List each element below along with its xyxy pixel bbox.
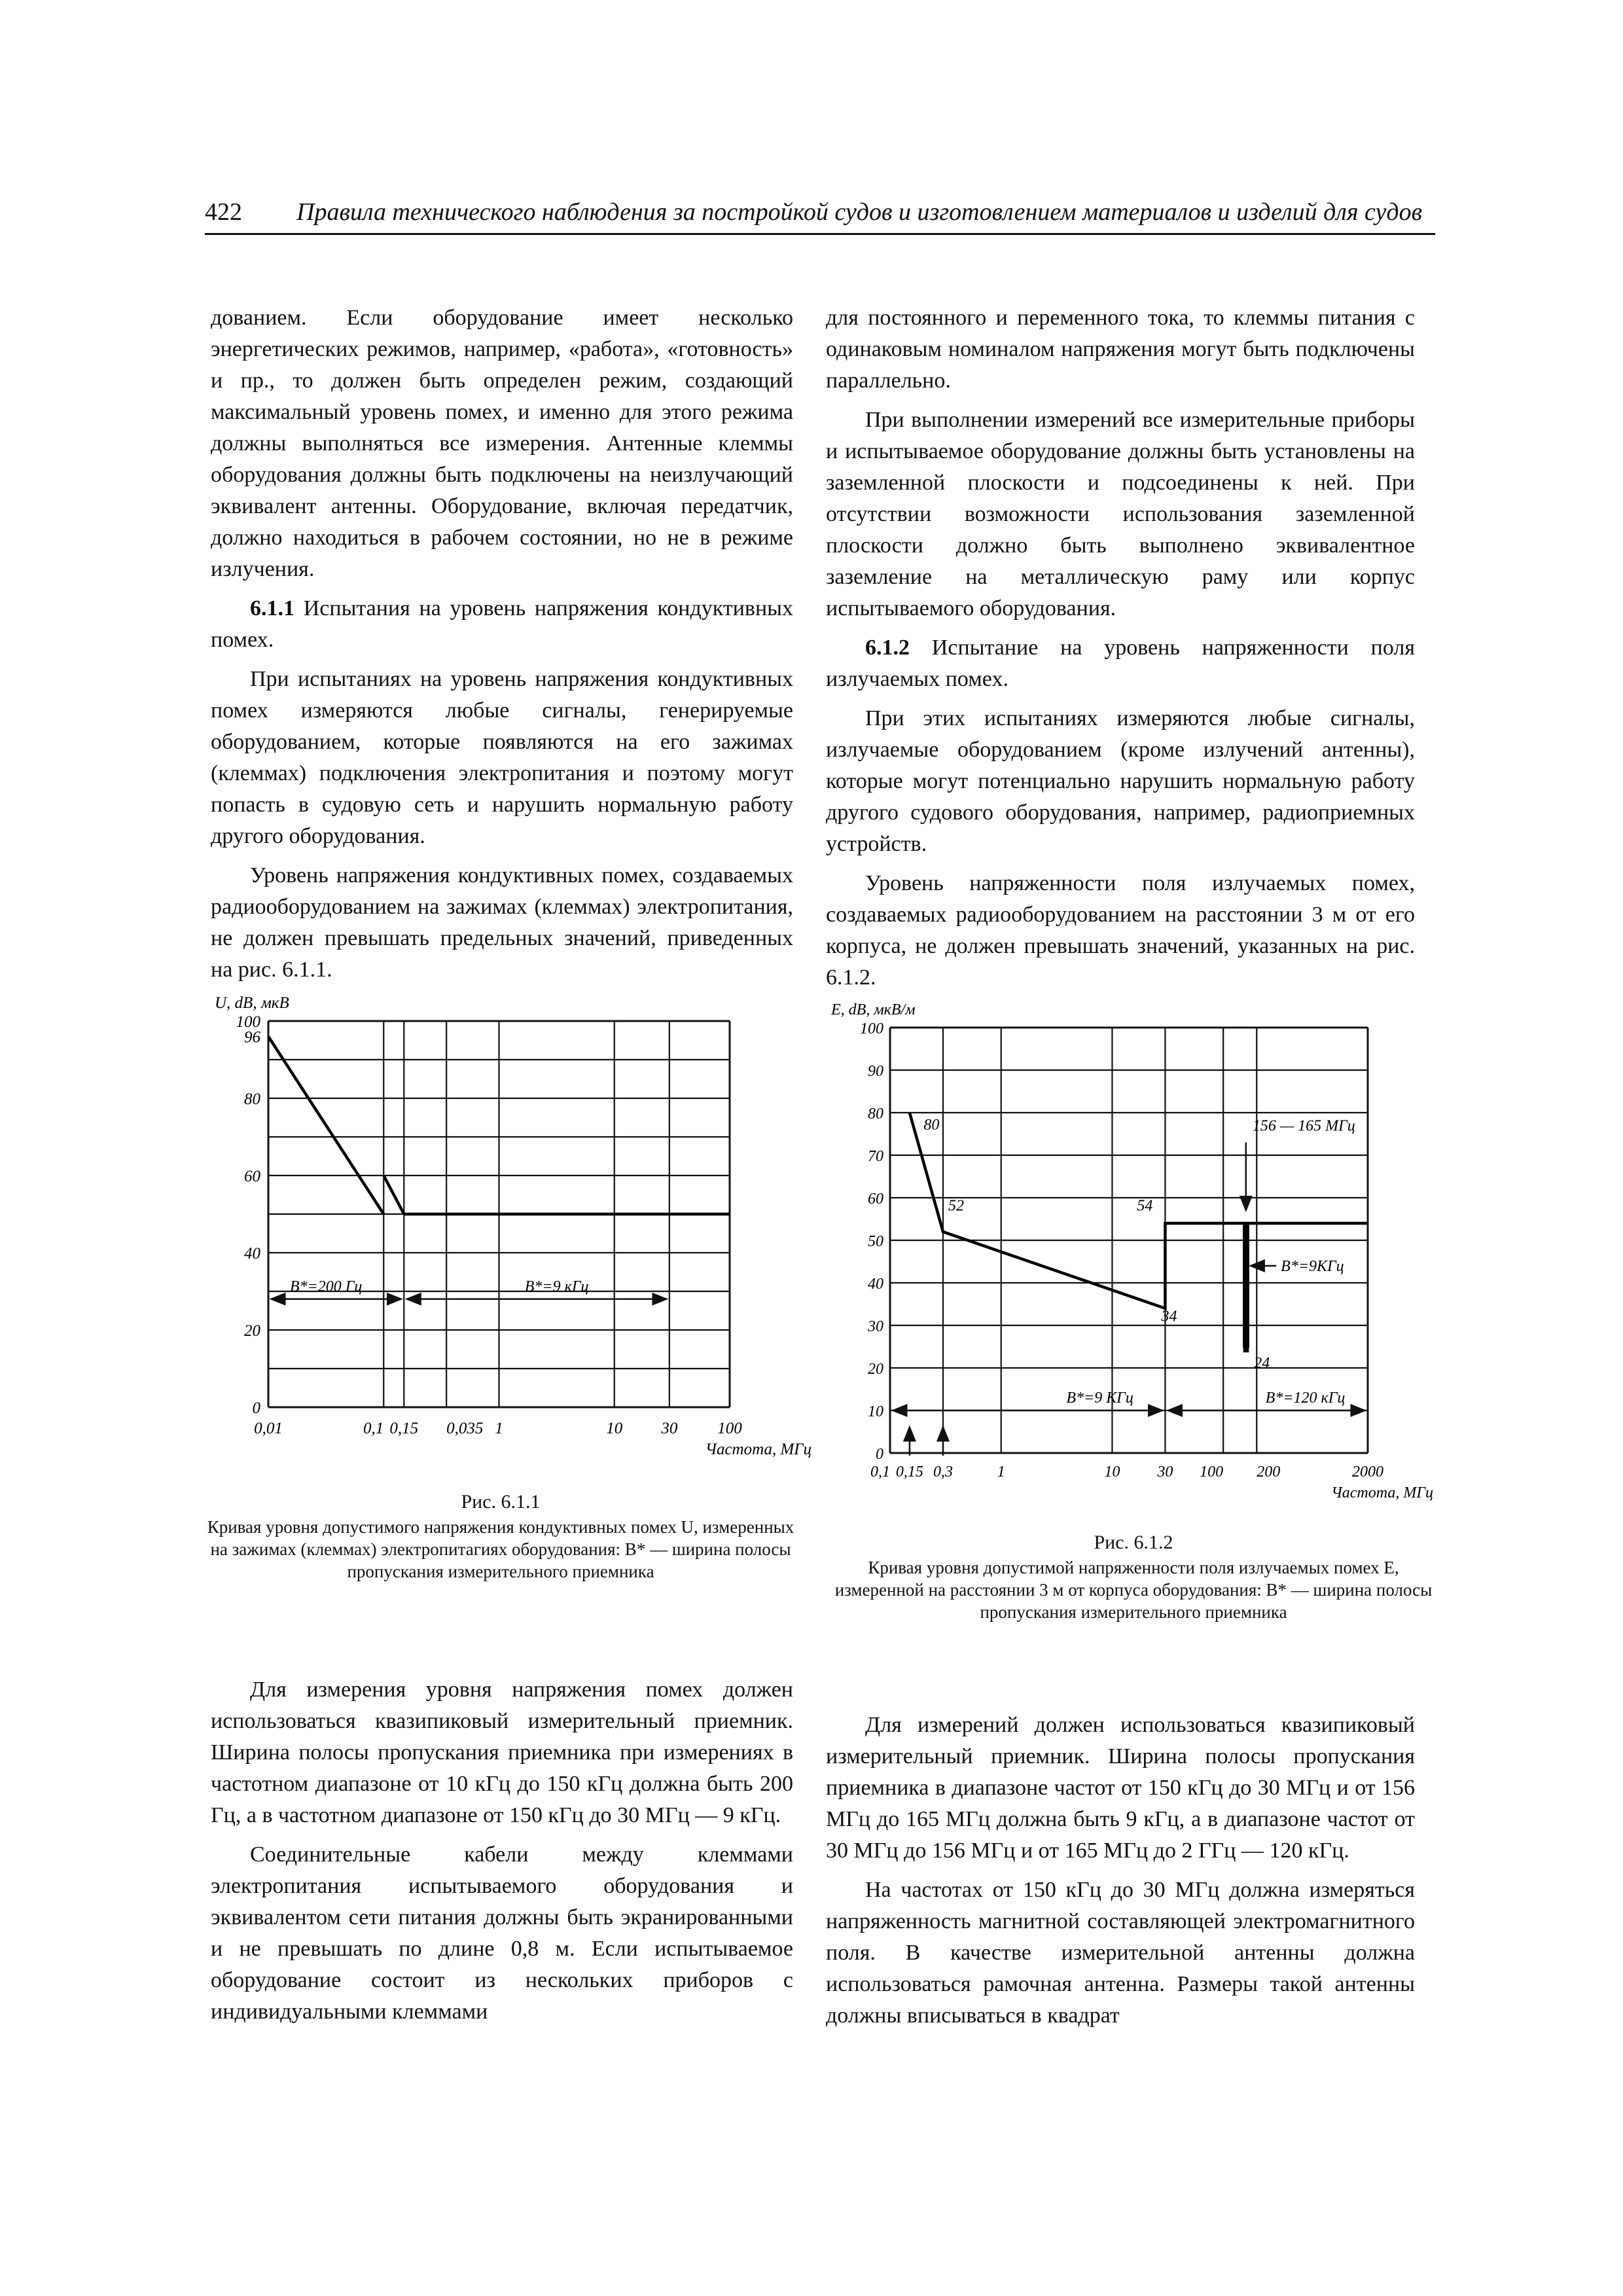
x-tick-label: 100: [717, 1420, 742, 1437]
paragraph-text: для постоянного и переменного тока, то клеммы питания с одинаковым номиналом напряжения могут быть подключены параллельно.: [826, 306, 1415, 393]
x-tick-label: 10: [606, 1420, 623, 1437]
limit-curve-segment: [383, 1175, 404, 1214]
paragraph-text: Для измерения уровня напряжения помех должен использоваться квазипиковый измерительный приемник. Ширина полосы пропускания приемника при измерениях в частотном диапазоне от 10 кГц до 150 кГц должна быть 200 Гц, а в частотном диапазоне от 150 кГц до 30 МГц — 9 кГц.: [211, 1677, 793, 1827]
paragraph-text: дованием. Если оборудование имеет несколько энергетических режимов, например, «работа», «готовность» и пр., то должен быть определен режим, создающий максимальный уровень помех, и именно для этого режима должны выполняться все измерения. Антенные клеммы оборудования должны быть подключены на неизлучающий эквивалент антенны. Оборудование, включая передатчик, должно находиться в рабочем состоянии, но не в режиме излучения.: [211, 306, 793, 581]
x-tick-label: 100: [1200, 1463, 1224, 1480]
y-tick-label: 0: [876, 1446, 883, 1463]
figure-number: Рис. 6.1.1: [461, 1491, 541, 1513]
caption-text: Кривая уровня допустимого напряжения кондуктивных помех U, измеренных на зажимах (клеммах) электропитагиях оборудования: B* — ширина полосы пропускания измерительного приемника: [207, 1517, 794, 1581]
band-label: B*=9 КГц: [1066, 1390, 1133, 1407]
x-tick-label: 0,15: [895, 1463, 923, 1480]
y-tick-label: 30: [868, 1318, 883, 1335]
figure-number: Рис. 6.1.2: [1094, 1532, 1173, 1553]
x-tick-label: 0,035: [446, 1420, 484, 1437]
x-tick-label: 0,3: [933, 1463, 953, 1480]
paragraph: [826, 703, 1415, 860]
figure-6-1-2: [831, 1001, 1433, 1538]
band-label: B*=9 кГц: [524, 1278, 589, 1295]
paragraph-text: При этих испытаниях измеряются любые сигналы, излучаемые оборудованием (кроме излучений антенны), которые могут потенциально нарушить нормальную работу другого судового оборудования, например, радиоприемных устройств.: [826, 706, 1415, 856]
paragraph: [211, 1674, 793, 1831]
y-tick-label: 80: [244, 1090, 260, 1108]
point-label: 54: [1137, 1197, 1153, 1215]
right-column-bottom: [826, 1710, 1415, 2039]
caption-text: Кривая уровня допустимой напряженности поля излучаемых помех E, измеренной на расстоянии 3 м от корпуса оборудования: B* — ширина полосы пропускания измерительного приемника: [834, 1558, 1433, 1622]
point-label: 52: [948, 1197, 964, 1215]
y-tick-label: 50: [868, 1233, 883, 1250]
paragraph-text: Уровень напряженности поля излучаемых помех, создаваемых радиооборудованием на расстоянии 3 м от его корпуса, не должен превышать значений, указанных на рис. 6.1.2.: [826, 871, 1415, 990]
x-tick-label: 200: [1257, 1463, 1281, 1480]
page-number: 422: [205, 198, 242, 226]
x-tick-label: 10: [1104, 1463, 1120, 1480]
figure-6-1-1: [196, 982, 812, 1479]
paragraph-text: Испытания на уровень напряжения кондуктивных помех.: [211, 596, 793, 652]
x-tick-label: 30: [1157, 1463, 1173, 1480]
paragraph: [826, 1874, 1415, 2032]
y-tick-label: 90: [868, 1063, 883, 1080]
annotation-label: 156 — 165 МГц: [1252, 1117, 1355, 1135]
section-number: 6.1.2: [865, 636, 910, 660]
left-column-bottom: [211, 1674, 793, 2036]
x-axis-label: Частота, МГц: [1331, 1484, 1433, 1501]
x-axis-label: Частота, МГц: [705, 1441, 812, 1458]
paragraph: [211, 1839, 793, 2028]
paragraph: [826, 1710, 1415, 1867]
figure-6-1-2-caption: [826, 1532, 1441, 1623]
limit-curve: [910, 1113, 1368, 1351]
y-tick-label: 100: [236, 1013, 260, 1031]
x-tick-label: 0,1: [363, 1420, 384, 1437]
paragraph: [826, 632, 1415, 695]
paragraph-text: При испытаниях на уровень напряжения кондуктивных помех измеряются любые сигналы, генерируемые оборудованием, которые появляются на его зажимах (клеммах) подключения электропитания и поэтому могут попасть в судовую сеть и нарушить нормальную работу другого оборудования.: [211, 667, 793, 848]
figure-6-1-1-caption: [200, 1491, 802, 1583]
paragraph: [211, 302, 793, 585]
x-tick-label: 30: [661, 1420, 678, 1437]
y-tick-label: 70: [868, 1148, 883, 1165]
header-rule: [205, 233, 1435, 235]
x-tick-label: 2000: [1352, 1463, 1383, 1480]
y-tick-label: 96: [244, 1028, 260, 1047]
paragraph-text: Для измерений должен использоваться квазипиковый измерительный приемник. Ширина полосы пропускания приемника в диапазоне частот от 150 кГц до 30 МГц и от 156 МГц до 165 МГц должна быть 9 кГц, а в диапазоне частот от 30 МГц до 156 МГц и от 165 МГц до 2 ГГц — 120 кГц.: [826, 1713, 1415, 1863]
limit-curve-segment: [268, 1037, 383, 1214]
y-axis-label: U, dB, мкВ: [215, 994, 289, 1012]
left-column-top: [211, 302, 793, 994]
band-label: B*=9КГц: [1281, 1258, 1344, 1275]
paragraph-text: Испытание на уровень напряженности поля излучаемых помех.: [826, 636, 1415, 691]
y-tick-label: 60: [868, 1191, 883, 1208]
right-column-top: [826, 302, 1415, 1001]
section-number: 6.1.1: [250, 596, 294, 620]
y-axis-label: E, dB, мкВ/м: [831, 1001, 916, 1018]
y-tick-label: 20: [244, 1322, 260, 1340]
band-label: B*=120 кГц: [1265, 1390, 1346, 1407]
paragraph-text: Уровень напряжения кондуктивных помех, создаваемых радиооборудованием на зажимах (клеммах) электропитания, не должен превышать предельных значений, приведенных на рис. 6.1.1.: [211, 863, 793, 982]
point-label: 34: [1161, 1308, 1177, 1325]
y-tick-label: 20: [868, 1361, 883, 1378]
y-tick-label: 60: [244, 1168, 260, 1185]
paragraph: [826, 302, 1415, 397]
point-label: 24: [1254, 1355, 1270, 1372]
band-label: B*=200 Гц: [289, 1278, 363, 1295]
y-tick-label: 10: [868, 1403, 883, 1420]
x-tick-label: 1: [997, 1463, 1005, 1480]
y-tick-label: 0: [252, 1399, 260, 1417]
paragraph-text: На частотах от 150 кГц до 30 МГц должна измеряться напряженность магнитной составляющей электромагнитного поля. В качестве измерительной антенны должна использоваться рамочная антенна. Размеры такой антенны должны вписываться в квадрат: [826, 1878, 1415, 2028]
paragraph: [826, 404, 1415, 624]
running-title: Правила технического наблюдения за постройкой судов и изготовлением материалов и изделий для судов: [296, 198, 1423, 226]
paragraph: [211, 664, 793, 852]
y-tick-label: 40: [868, 1276, 883, 1293]
paragraph-text: При выполнении измерений все измерительные приборы и испытываемое оборудование должны быть установлены на заземленной плоскости и подсоединены к ней. При отсутствии возможности использования заземленной плоскости должно быть выполнено эквивалентное заземление на металлическую раму или корпус испытываемого оборудования.: [826, 408, 1415, 620]
y-tick-label: 40: [244, 1245, 260, 1263]
x-tick-label: 1: [495, 1420, 503, 1437]
paragraph: [211, 860, 793, 986]
paragraph-text: Соединительные кабели между клеммами электропитания испытываемого оборудования и эквивалентом сети питания должны быть экранированными и не превышать по длине 0,8 м. Если испытываемое оборудование состоит из нескольких приборов с индивидуальными клеммами: [211, 1842, 793, 2024]
paragraph: [211, 593, 793, 656]
x-tick-label: 0,1: [870, 1463, 890, 1480]
paragraph: [826, 868, 1415, 994]
y-tick-label: 100: [860, 1020, 883, 1037]
page-header: [205, 196, 1435, 236]
y-tick-label: 80: [868, 1105, 883, 1122]
x-tick-label: 0,01: [254, 1420, 283, 1437]
x-tick-label: 0,15: [389, 1420, 419, 1437]
point-label: 80: [923, 1117, 940, 1134]
